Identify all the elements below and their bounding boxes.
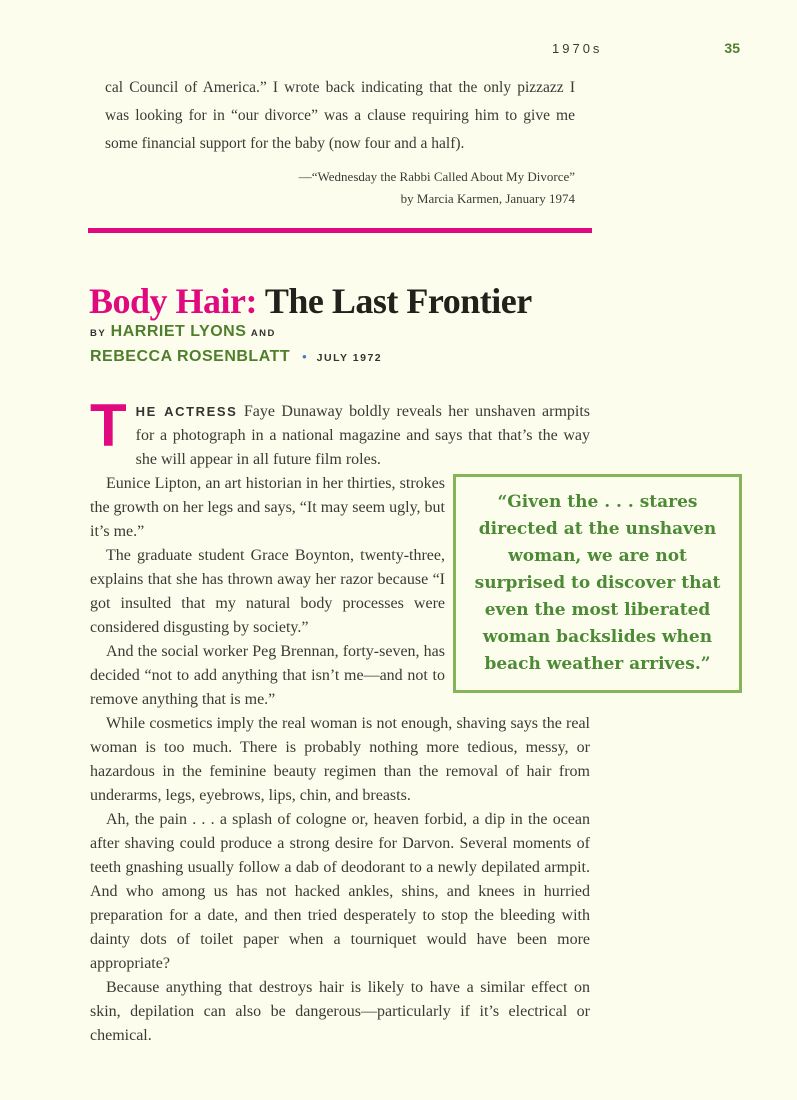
byline-and-label: AND xyxy=(250,328,276,339)
byline-line-2 xyxy=(90,345,650,370)
byline-bullet-icon: • xyxy=(302,349,307,364)
excerpt-attribution-source: —“Wednesday the Rabbi Called About My Divorce” xyxy=(298,169,575,184)
lead-text: Faye Dunaway boldly reveals her unshaven armpits for a photograph in a national magazine and says that that’s the way she will appear in all future film roles. xyxy=(135,403,590,468)
byline-by-label: BY xyxy=(90,328,107,339)
lead-paragraph xyxy=(90,392,590,472)
byline-line-1 xyxy=(90,320,650,345)
drop-cap: T xyxy=(90,392,127,459)
body-paragraph: Because anything that destroys hair is likely to have a similar effect on skin, depilation can also be dangerous—particularly if it’s electrical or chemical. xyxy=(90,979,590,1044)
section-divider-rule xyxy=(88,228,592,233)
section-label: 1970s xyxy=(552,41,603,56)
page-number: 35 xyxy=(724,40,740,56)
article-body xyxy=(90,392,742,1048)
body-paragraph: Eunice Lipton, an art historian in her thirties, strokes the growth on her legs and says, “It may seem ugly, but it’s me.” xyxy=(90,475,445,540)
left-text-column xyxy=(90,472,445,712)
article-title-accent: Body Hair: xyxy=(89,281,258,322)
excerpt-attribution xyxy=(105,166,575,210)
lead-smallcaps: HE ACTRESS xyxy=(135,404,238,419)
excerpt-text: cal Council of America.” I wrote back indicating that the only pizzazz I was looking for in “our divorce” was a clause requiring him to give me some financial support for the baby (now four and a half). xyxy=(105,79,575,152)
byline-date: JULY 1972 xyxy=(316,352,383,364)
pull-quote-box xyxy=(453,474,742,693)
body-paragraph: Ah, the pain . . . a splash of cologne or, heaven forbid, a dip in the ocean after shaving could produce a strong desire for Darvon. Several moments of teeth gnashing usually follow a dab of deodorant to a newly depilated armpit. And who among us has not hacked ankles, shins, and knees in hurried preparation for a date, and then tried desperately to stop the bleeding with dainty dots of toilet paper when a tourniquet would have been more appropriate? xyxy=(90,811,590,972)
byline xyxy=(90,320,650,370)
byline-author-1: HARRIET LYONS xyxy=(110,323,247,340)
full-width-paragraphs xyxy=(90,712,590,1048)
byline-author-2: REBECCA ROSENBLATT xyxy=(90,348,291,365)
body-paragraph: And the social worker Peg Brennan, forty-seven, has decided “not to add anything that isn’t me—and not to remove anything that is me.” xyxy=(90,643,445,708)
running-head xyxy=(90,40,740,56)
article-title xyxy=(89,280,749,322)
pull-quote-text: “Given the . . . stares directed at the unshaven woman, we are not surprised to discover that even the most liberated woman backslides when beach weather arrives.” xyxy=(474,492,721,674)
column-row xyxy=(90,472,742,712)
excerpt-attribution-author: by Marcia Karmen, January 1974 xyxy=(400,191,575,206)
body-paragraph: The graduate student Grace Boynton, twenty-three, explains that she has thrown away her razor because “I got insulted that my natural body processes were considered disgusting by society.” xyxy=(90,547,445,636)
body-paragraph: While cosmetics imply the real woman is not enough, shaving says the real woman is too much. There is probably nothing more tedious, messy, or hazardous in the feminine beauty regimen than the removal of hair from underarms, legs, eyebrows, lips, chin, and breasts. xyxy=(90,715,590,804)
article-title-rest: The Last Frontier xyxy=(257,281,532,322)
opening-excerpt xyxy=(105,74,575,210)
